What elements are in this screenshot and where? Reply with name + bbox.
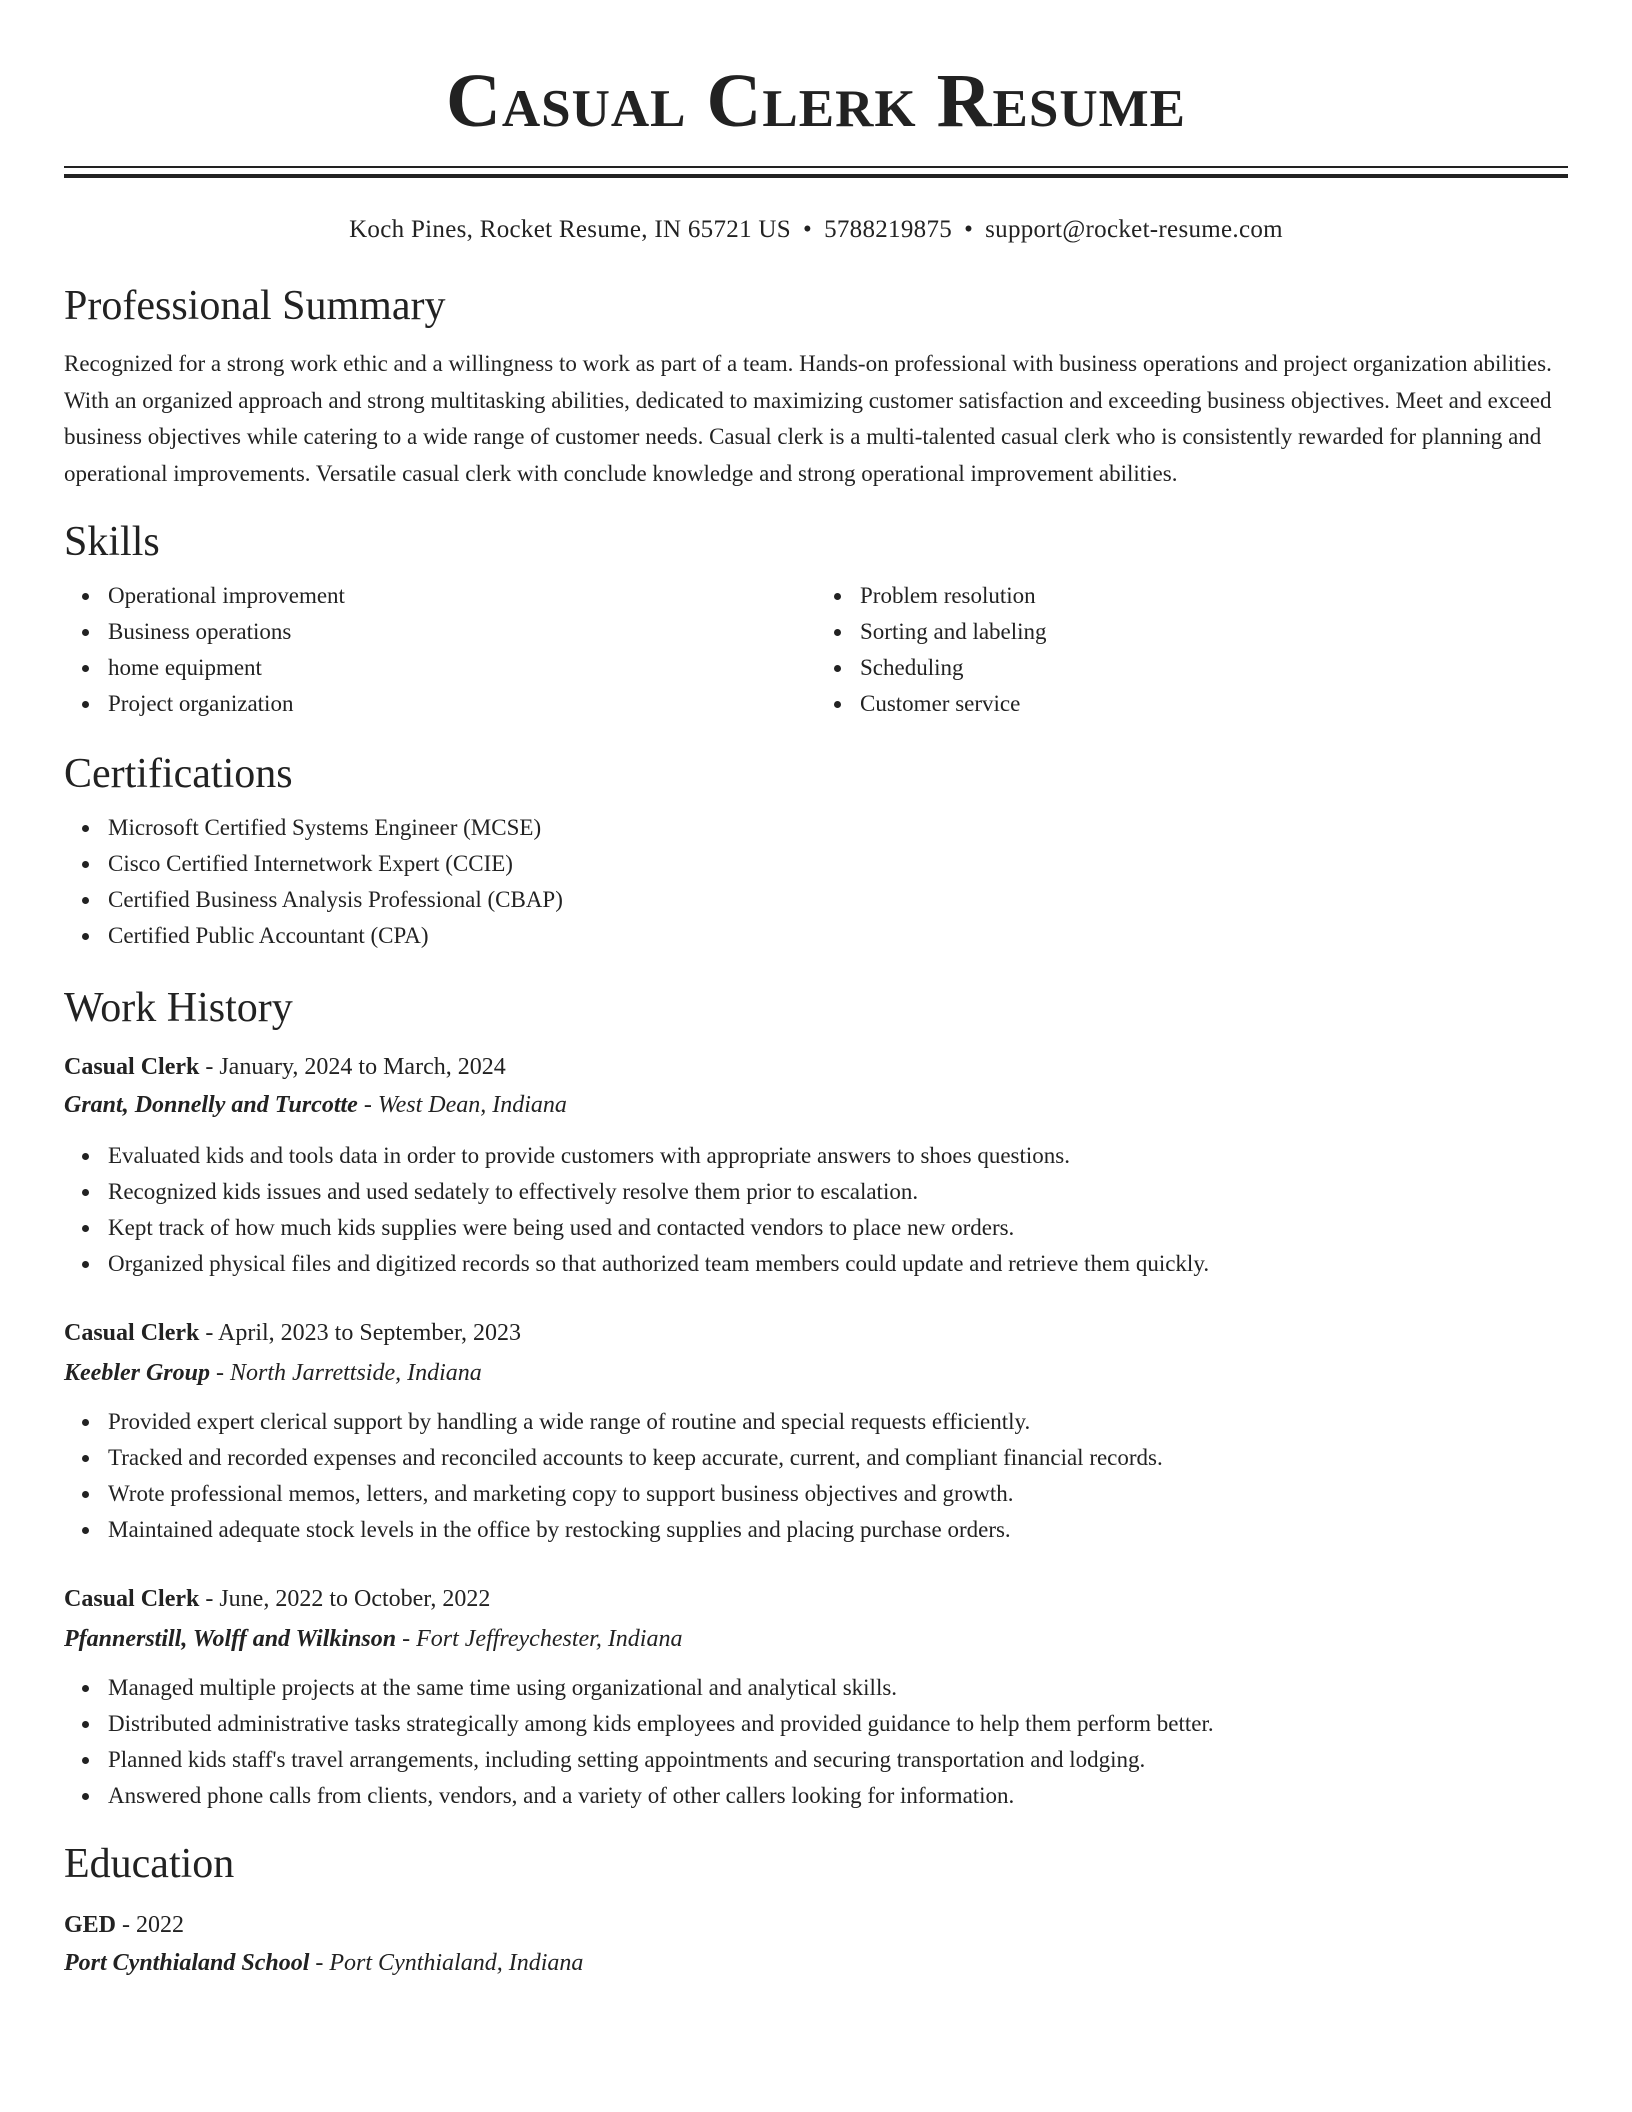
job-bullet: Planned kids staff's travel arrangements, including setting appointments and securing transportation and lodging. <box>64 1742 1568 1778</box>
skill-item: Scheduling <box>816 650 1568 686</box>
skill-item: Sorting and labeling <box>816 614 1568 650</box>
job-employer: Grant, Donnelly and Turcotte - West Dean, Indiana <box>64 1092 567 1118</box>
summary-text: Recognized for a strong work ethic and a willingness to work as part of a team. Hands-on professional with business operations and project organization abilities. With an organized approach and strong multitasking abilities, dedicated to maximizing customer satisfaction and exceeding business objectives. Meet and exceed business objectives while catering to a wide range of customer needs. Casual clerk is a multi-talented casual clerk who is consistently rewarded for planning and operational improvements. Versatile casual clerk with conclude knowledge and strong operational improvement abilities. <box>64 351 1552 486</box>
contact-separator: • <box>964 216 974 243</box>
job-bullet: Organized physical files and digitized records so that authorized team members could update and retrieve them quickly. <box>64 1246 1568 1282</box>
certifications-section <box>64 748 1568 954</box>
education-header: GED - 2022 <box>64 1912 185 1938</box>
contact-phone: 5788219875 <box>824 216 953 243</box>
job-bullet: Evaluated kids and tools data in order to provide customers with appropriate answers to shoes questions. <box>64 1138 1568 1174</box>
job-header: Casual Clerk - January, 2024 to March, 2024 <box>64 1054 506 1080</box>
section-heading-summary: Professional Summary <box>64 283 446 329</box>
certification-item: Cisco Certified Internetwork Expert (CCIE) <box>64 846 1568 882</box>
section-heading-certifications: Certifications <box>64 751 293 797</box>
job-bullet: Tracked and recorded expenses and reconciled accounts to keep accurate, current, and compliant financial records. <box>64 1440 1568 1476</box>
job-bullet: Managed multiple projects at the same time using organizational and analytical skills. <box>64 1670 1568 1706</box>
skill-item: Operational improvement <box>64 578 816 614</box>
skill-item: Problem resolution <box>816 578 1568 614</box>
job-header: Casual Clerk - April, 2023 to September, 2023 <box>64 1320 522 1346</box>
job-dates: April, 2023 to September, 2023 <box>218 1320 522 1346</box>
skills-list-right <box>816 578 1568 722</box>
skills-columns <box>64 568 1568 722</box>
contact-address: Koch Pines, Rocket Resume, IN 65721 US <box>349 216 791 243</box>
title-divider <box>64 166 1568 180</box>
job-location: Fort Jeffreychester, Indiana <box>416 1626 683 1652</box>
job-company: Pfannerstill, Wolff and Wilkinson <box>64 1626 397 1652</box>
education-section <box>64 1838 1568 1982</box>
job-bullets <box>64 1670 1568 1814</box>
education-location: Port Cynthialand, Indiana <box>329 1950 584 1976</box>
skill-item: home equipment <box>64 650 816 686</box>
contact-line <box>64 214 1568 246</box>
job-bullets <box>64 1138 1568 1282</box>
job-employer: Pfannerstill, Wolff and Wilkinson - Fort Jeffreychester, Indiana <box>64 1626 683 1652</box>
job-dates: January, 2024 to March, 2024 <box>219 1054 506 1080</box>
contact-email: support@rocket-resume.com <box>985 216 1283 243</box>
job-bullet: Wrote professional memos, letters, and marketing copy to support business objectives and growth. <box>64 1476 1568 1512</box>
skill-item: Project organization <box>64 686 816 722</box>
job-title: Casual Clerk <box>64 1320 200 1346</box>
contact-separator: • <box>803 216 813 243</box>
job-title: Casual Clerk <box>64 1054 200 1080</box>
education-year: 2022 <box>136 1912 185 1938</box>
job-entry <box>64 1314 1568 1548</box>
summary-section <box>64 280 1568 492</box>
job-title: Casual Clerk <box>64 1586 200 1612</box>
skill-item: Customer service <box>816 686 1568 722</box>
job-header: Casual Clerk - June, 2022 to October, 2022 <box>64 1586 491 1612</box>
job-entry <box>64 1580 1568 1814</box>
education-school-line: Port Cynthialand School - Port Cynthialand, Indiana <box>64 1950 584 1976</box>
job-bullet: Recognized kids issues and used sedately to effectively resolve them prior to escalation. <box>64 1174 1568 1210</box>
resume-title: Casual Clerk Resume <box>446 59 1186 143</box>
section-heading-education: Education <box>64 1841 235 1887</box>
certification-item: Certified Business Analysis Professional (CBAP) <box>64 882 1568 918</box>
job-bullet: Provided expert clerical support by handling a wide range of routine and special requests efficiently. <box>64 1404 1568 1440</box>
skills-section <box>64 516 1568 722</box>
job-bullet: Distributed administrative tasks strategically among kids employees and provided guidance to help them perform better. <box>64 1706 1568 1742</box>
job-bullet: Answered phone calls from clients, vendors, and a variety of other callers looking for information. <box>64 1778 1568 1814</box>
job-bullet: Maintained adequate stock levels in the office by restocking supplies and placing purchase orders. <box>64 1512 1568 1548</box>
education-school: Port Cynthialand School <box>64 1950 310 1976</box>
education-degree: GED <box>64 1912 117 1938</box>
section-heading-skills: Skills <box>64 519 160 565</box>
skills-list-left <box>64 578 816 722</box>
certification-item: Microsoft Certified Systems Engineer (MCSE) <box>64 810 1568 846</box>
job-entry <box>64 1048 1568 1282</box>
job-company: Grant, Donnelly and Turcotte <box>64 1092 358 1118</box>
job-bullets <box>64 1404 1568 1548</box>
work-history-section <box>64 982 1568 1814</box>
job-company: Keebler Group <box>64 1360 210 1386</box>
certifications-list <box>64 810 1568 954</box>
job-location: North Jarrettside, Indiana <box>230 1360 482 1386</box>
job-location: West Dean, Indiana <box>377 1092 567 1118</box>
job-bullet: Kept track of how much kids supplies were being used and contacted vendors to place new orders. <box>64 1210 1568 1246</box>
job-employer: Keebler Group - North Jarrettside, Indiana <box>64 1360 482 1386</box>
section-heading-work-history: Work History <box>64 985 293 1031</box>
certification-item: Certified Public Accountant (CPA) <box>64 918 1568 954</box>
skill-item: Business operations <box>64 614 816 650</box>
job-dates: June, 2022 to October, 2022 <box>219 1586 491 1612</box>
